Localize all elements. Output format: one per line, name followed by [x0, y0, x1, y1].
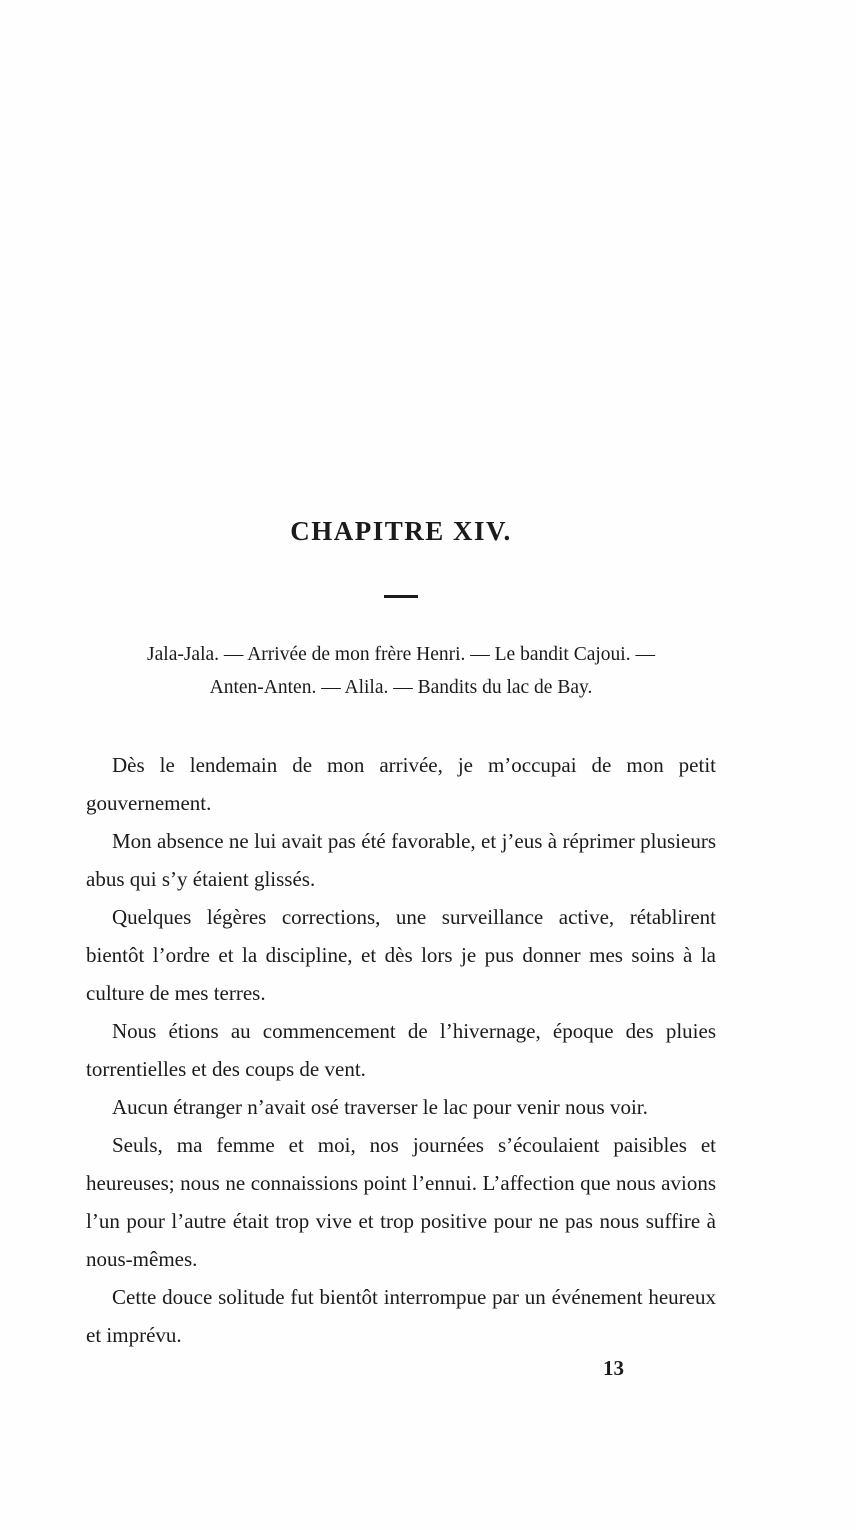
chapter-summary-line: Anten-Anten. — Alila. — Bandits du lac de Bay. — [209, 677, 593, 698]
text-block — [86, 0, 716, 1381]
paragraph: Aucun étranger n’avait osé traverser le lac pour venir nous voir. — [112, 1095, 648, 1119]
paragraph: Cette douce solitude fut bientôt interrompue par un événement heureux et imprévu. — [86, 1285, 716, 1347]
paragraph: Quelques légères corrections, une surveillance active, rétablirent bientôt l’ordre et la discipline, et dès lors je pus donner mes soins à la culture de mes terres. — [86, 905, 716, 1005]
chapter-heading: CHAPITRE XIV. — [290, 516, 512, 546]
chapter-summary-line: Jala-Jala. — Arrivée de mon frère Henri. — Le bandit Cajoui. — — [147, 644, 655, 665]
chapter-summary — [86, 638, 716, 704]
section-divider-rule — [384, 595, 418, 598]
paragraph: Mon absence ne lui avait pas été favorable, et j’eus à réprimer plusieurs abus qui s’y étaient glissés. — [86, 829, 716, 891]
body-text — [86, 746, 716, 1354]
page-number: 13 — [603, 1356, 624, 1380]
paragraph: Seuls, ma femme et moi, nos journées s’écoulaient paisibles et heureuses; nous ne connaissions point l’ennui. L’affection que nous avions l’un pour l’autre était trop vive et trop positive pour ne pas nous suffire à nous-mêmes. — [86, 1133, 716, 1271]
paragraph: Nous étions au commencement de l’hivernage, époque des pluies torrentielles et des coups de vent. — [86, 1019, 716, 1081]
paragraph: Dès le lendemain de mon arrivée, je m’occupai de mon petit gouvernement. — [86, 753, 716, 815]
